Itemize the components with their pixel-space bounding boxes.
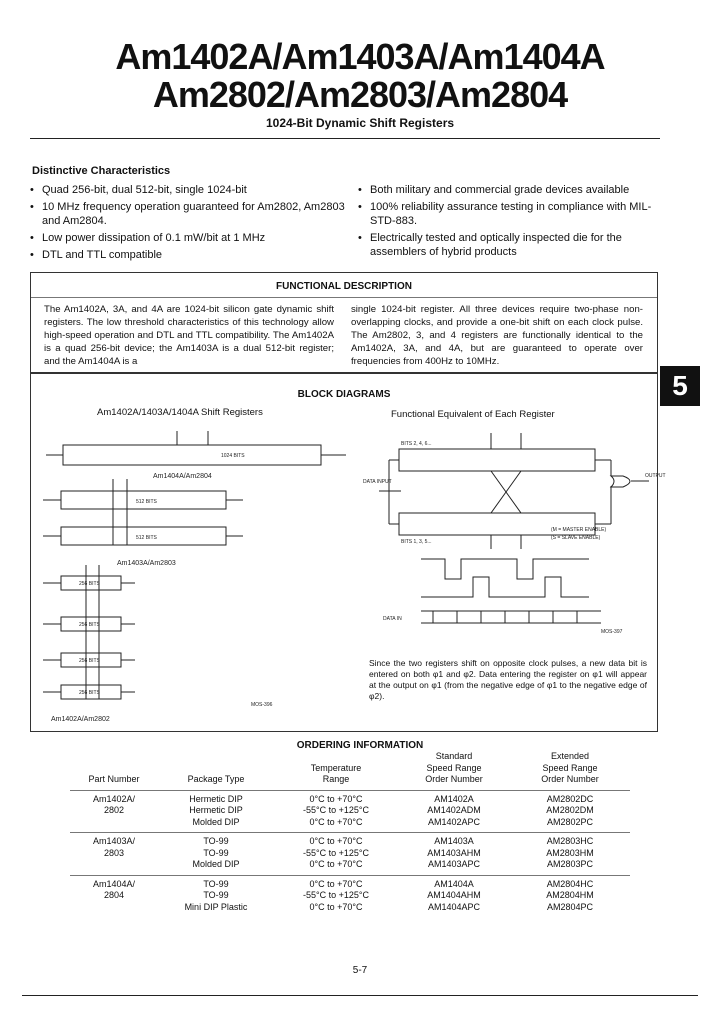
col-std <box>398 751 510 790</box>
ordering-group-1403 <box>70 833 630 876</box>
label-1402: Am1402A/Am2802 <box>51 716 110 723</box>
block-diagrams-box <box>30 372 666 732</box>
cell: AM1404APC <box>427 901 481 912</box>
cell: TO-99 <box>203 847 229 858</box>
col-ext-l2: Speed Range <box>542 762 598 773</box>
cell: -55°C to +125°C <box>303 847 369 858</box>
functional-text-right: single 1024-bit register. All three devices require two-phase non-overlapping clocks, and provide a one-bit shift on each clock pulse. The Am2802, 3, and 4 registers are functionally identical to the Am1402A, 3A, and 4A, but are guaranteed to operate over frequencies from 400Hz to 10MHz. <box>351 304 643 367</box>
reg-256-label-b: 256 BITS <box>79 622 100 628</box>
col-ext-l1: Extended <box>550 751 590 761</box>
col-package: Package Type <box>187 774 245 784</box>
cell: AM1402APC <box>427 816 481 827</box>
cell: AM2804HM <box>546 890 594 900</box>
reg-512-label-b: 512 BITS <box>136 535 157 541</box>
part-1403-l2: 2803 <box>103 847 125 858</box>
characteristic-item: • 10 MHz frequency operation guaranteed for Am2802, Am2803 and Am2804. <box>30 200 350 228</box>
temp-1402 <box>274 790 398 833</box>
mos-left-label: MOS-396 <box>251 702 273 708</box>
col-part: Part Number <box>88 774 140 784</box>
reg-1024-label: 1024 BITS <box>221 453 245 459</box>
functional-rule <box>31 297 657 298</box>
cell: AM2802PC <box>546 816 594 827</box>
mos-right-label: MOS-397 <box>601 629 623 635</box>
reg-512-label-a: 512 BITS <box>136 499 157 505</box>
col-temp-l2: Range <box>322 774 350 784</box>
phi1-waveform <box>421 559 589 579</box>
cell: 0°C to +70°C <box>309 859 363 869</box>
temp-1403 <box>274 833 398 876</box>
characteristics-heading: Distinctive Characteristics <box>32 165 171 177</box>
characteristic-item: • DTL and TTL compatible <box>30 248 350 262</box>
part-1404-l1: Am1404A/ <box>92 878 136 889</box>
header-rule <box>30 138 660 139</box>
functional-description-box <box>30 272 658 374</box>
cell: AM1402A <box>434 793 474 804</box>
subtitle: 1024-Bit Dynamic Shift Registers <box>265 116 455 130</box>
ordering-table <box>70 751 630 917</box>
cell: TO-99 <box>203 836 229 846</box>
title-line-2: Am2802/Am2803/Am2804 <box>152 74 568 115</box>
part-1404 <box>70 875 158 917</box>
cell: AM2802DC <box>546 793 594 804</box>
right-diagram-title: Functional Equivalent of Each Register <box>391 409 555 420</box>
cell: AM2803HM <box>546 847 594 858</box>
data-in-label: DATA IN <box>383 616 402 622</box>
label-1403: Am1403A/Am2803 <box>117 560 176 567</box>
cell: 0°C to +70°C <box>309 816 363 827</box>
characteristic-item: • 100% reliability assurance testing in compliance with MIL-STD-883. <box>358 200 658 228</box>
ext-1403 <box>510 833 630 876</box>
block-heading: BLOCK DIAGRAMS <box>297 389 391 400</box>
bits-even-label: BITS 2, 4, 6... <box>401 441 432 447</box>
ordering-group-1402 <box>70 790 630 833</box>
cell: AM2803HC <box>546 836 594 846</box>
ordering-group-1404 <box>70 875 630 917</box>
characteristic-item: • Electrically tested and optically inspected die for the assemblers of hybrid products <box>358 231 658 259</box>
cell: Mini DIP Plastic <box>184 901 248 912</box>
characteristics-left-list <box>30 183 350 265</box>
cell: Hermetic DIP <box>189 805 243 815</box>
cell: Molded DIP <box>192 816 240 827</box>
section-tab: 5 <box>660 366 700 406</box>
pkg-1404 <box>158 875 274 917</box>
std-1402 <box>398 790 510 833</box>
shift-register-diagrams <box>31 373 361 731</box>
slave-enable-label: (S = SLAVE ENABLE) <box>551 535 601 541</box>
cell: AM1404AHM <box>427 890 481 900</box>
cell: AM1404A <box>434 878 474 889</box>
cell: AM2802DM <box>546 805 594 815</box>
part-1402-l2: 2802 <box>103 805 125 815</box>
ordering-header-row <box>70 751 630 790</box>
functional-text-left: The Am1402A, 3A, and 4A are 1024-bit silicon gate dynamic shift registers. The low threshold characteristics of this technology allow high-speed operation and DTL and TTL compatibility. The Am1402A is a quad 256-bit device; the Am1403A is a dual 512-bit register; and the Am1404A is a <box>44 304 334 367</box>
part-1402-l1: Am1402A/ <box>92 793 136 804</box>
part-1404-l2: 2804 <box>103 890 125 900</box>
functional-heading: FUNCTIONAL DESCRIPTION <box>276 281 412 292</box>
reg-1024-block <box>63 445 321 465</box>
std-1404 <box>398 875 510 917</box>
part-1403-l1: Am1403A/ <box>92 836 136 846</box>
reg-256-label-d: 256 BITS <box>79 690 100 696</box>
cell: AM1403AHM <box>427 847 481 858</box>
data-input-label: DATA INPUT <box>363 479 392 485</box>
characteristic-item: • Quad 256-bit, dual 512-bit, single 1024-bit <box>30 183 350 197</box>
temp-1404 <box>274 875 398 917</box>
bits-odd-label: BITS 1, 3, 5... <box>401 539 432 545</box>
part-1403 <box>70 833 158 876</box>
ext-1404 <box>510 875 630 917</box>
characteristic-item: • Low power dissipation of 0.1 mW/bit at 1 MHz <box>30 231 350 245</box>
cell: AM1402ADM <box>427 805 481 815</box>
ext-1402 <box>510 790 630 833</box>
col-temp-l1: Temperature <box>310 762 362 773</box>
left-diagram-title: Am1402A/1403A/1404A Shift Registers <box>97 407 263 418</box>
cell: -55°C to +125°C <box>303 805 369 815</box>
col-std-l2: Speed Range <box>426 762 482 773</box>
cell: 0°C to +70°C <box>309 901 363 912</box>
cell: Hermetic DIP <box>189 793 243 804</box>
pkg-1403 <box>158 833 274 876</box>
cell: TO-99 <box>203 890 229 900</box>
cell: AM1403APC <box>427 859 481 869</box>
col-std-l1: Standard <box>435 751 473 761</box>
ordering-heading: ORDERING INFORMATION <box>296 740 424 751</box>
cell: AM1403A <box>434 836 474 846</box>
col-temp <box>274 751 398 790</box>
timing-note: Since the two registers shift on opposite clock pulses, a new data bit is entered on both φ1 and φ2. Data entering the register on φ1 will appear at the output on φ1 (from the negative edge of φ1 to the negative edge of φ2). <box>369 658 647 701</box>
col-std-l3: Order Number <box>425 774 483 784</box>
phi2-waveform <box>421 577 589 597</box>
std-1403 <box>398 833 510 876</box>
title-line-1: Am1402A/Am1403A/Am1404A <box>115 36 605 77</box>
cell: Molded DIP <box>192 859 240 869</box>
pkg-1402 <box>158 790 274 833</box>
col-ext <box>510 751 630 790</box>
or-gate <box>611 476 630 487</box>
page-number: 5-7 <box>352 965 368 976</box>
characteristics-right-list <box>358 183 658 262</box>
cell: AM2804PC <box>546 901 594 912</box>
part-1402 <box>70 790 158 833</box>
cell: 0°C to +70°C <box>309 878 363 889</box>
output-label: OUTPUT <box>645 473 666 479</box>
reg-256-label-a: 256 BITS <box>79 581 100 587</box>
even-register-block <box>399 449 595 471</box>
footer-rule <box>22 995 698 996</box>
cell: 0°C to +70°C <box>309 793 363 804</box>
cell: AM2803PC <box>546 859 594 869</box>
characteristic-item: • Both military and commercial grade devices available <box>358 183 658 197</box>
cell: 0°C to +70°C <box>309 836 363 846</box>
master-enable-label: (M = MASTER ENABLE) <box>551 527 607 533</box>
cell: TO-99 <box>203 878 229 889</box>
label-1404: Am1404A/Am2804 <box>153 473 212 480</box>
cell: AM2804HC <box>546 878 594 889</box>
reg-256-label-c: 256 BITS <box>79 658 100 664</box>
cell: -55°C to +125°C <box>303 890 369 900</box>
col-ext-l3: Order Number <box>541 774 599 784</box>
